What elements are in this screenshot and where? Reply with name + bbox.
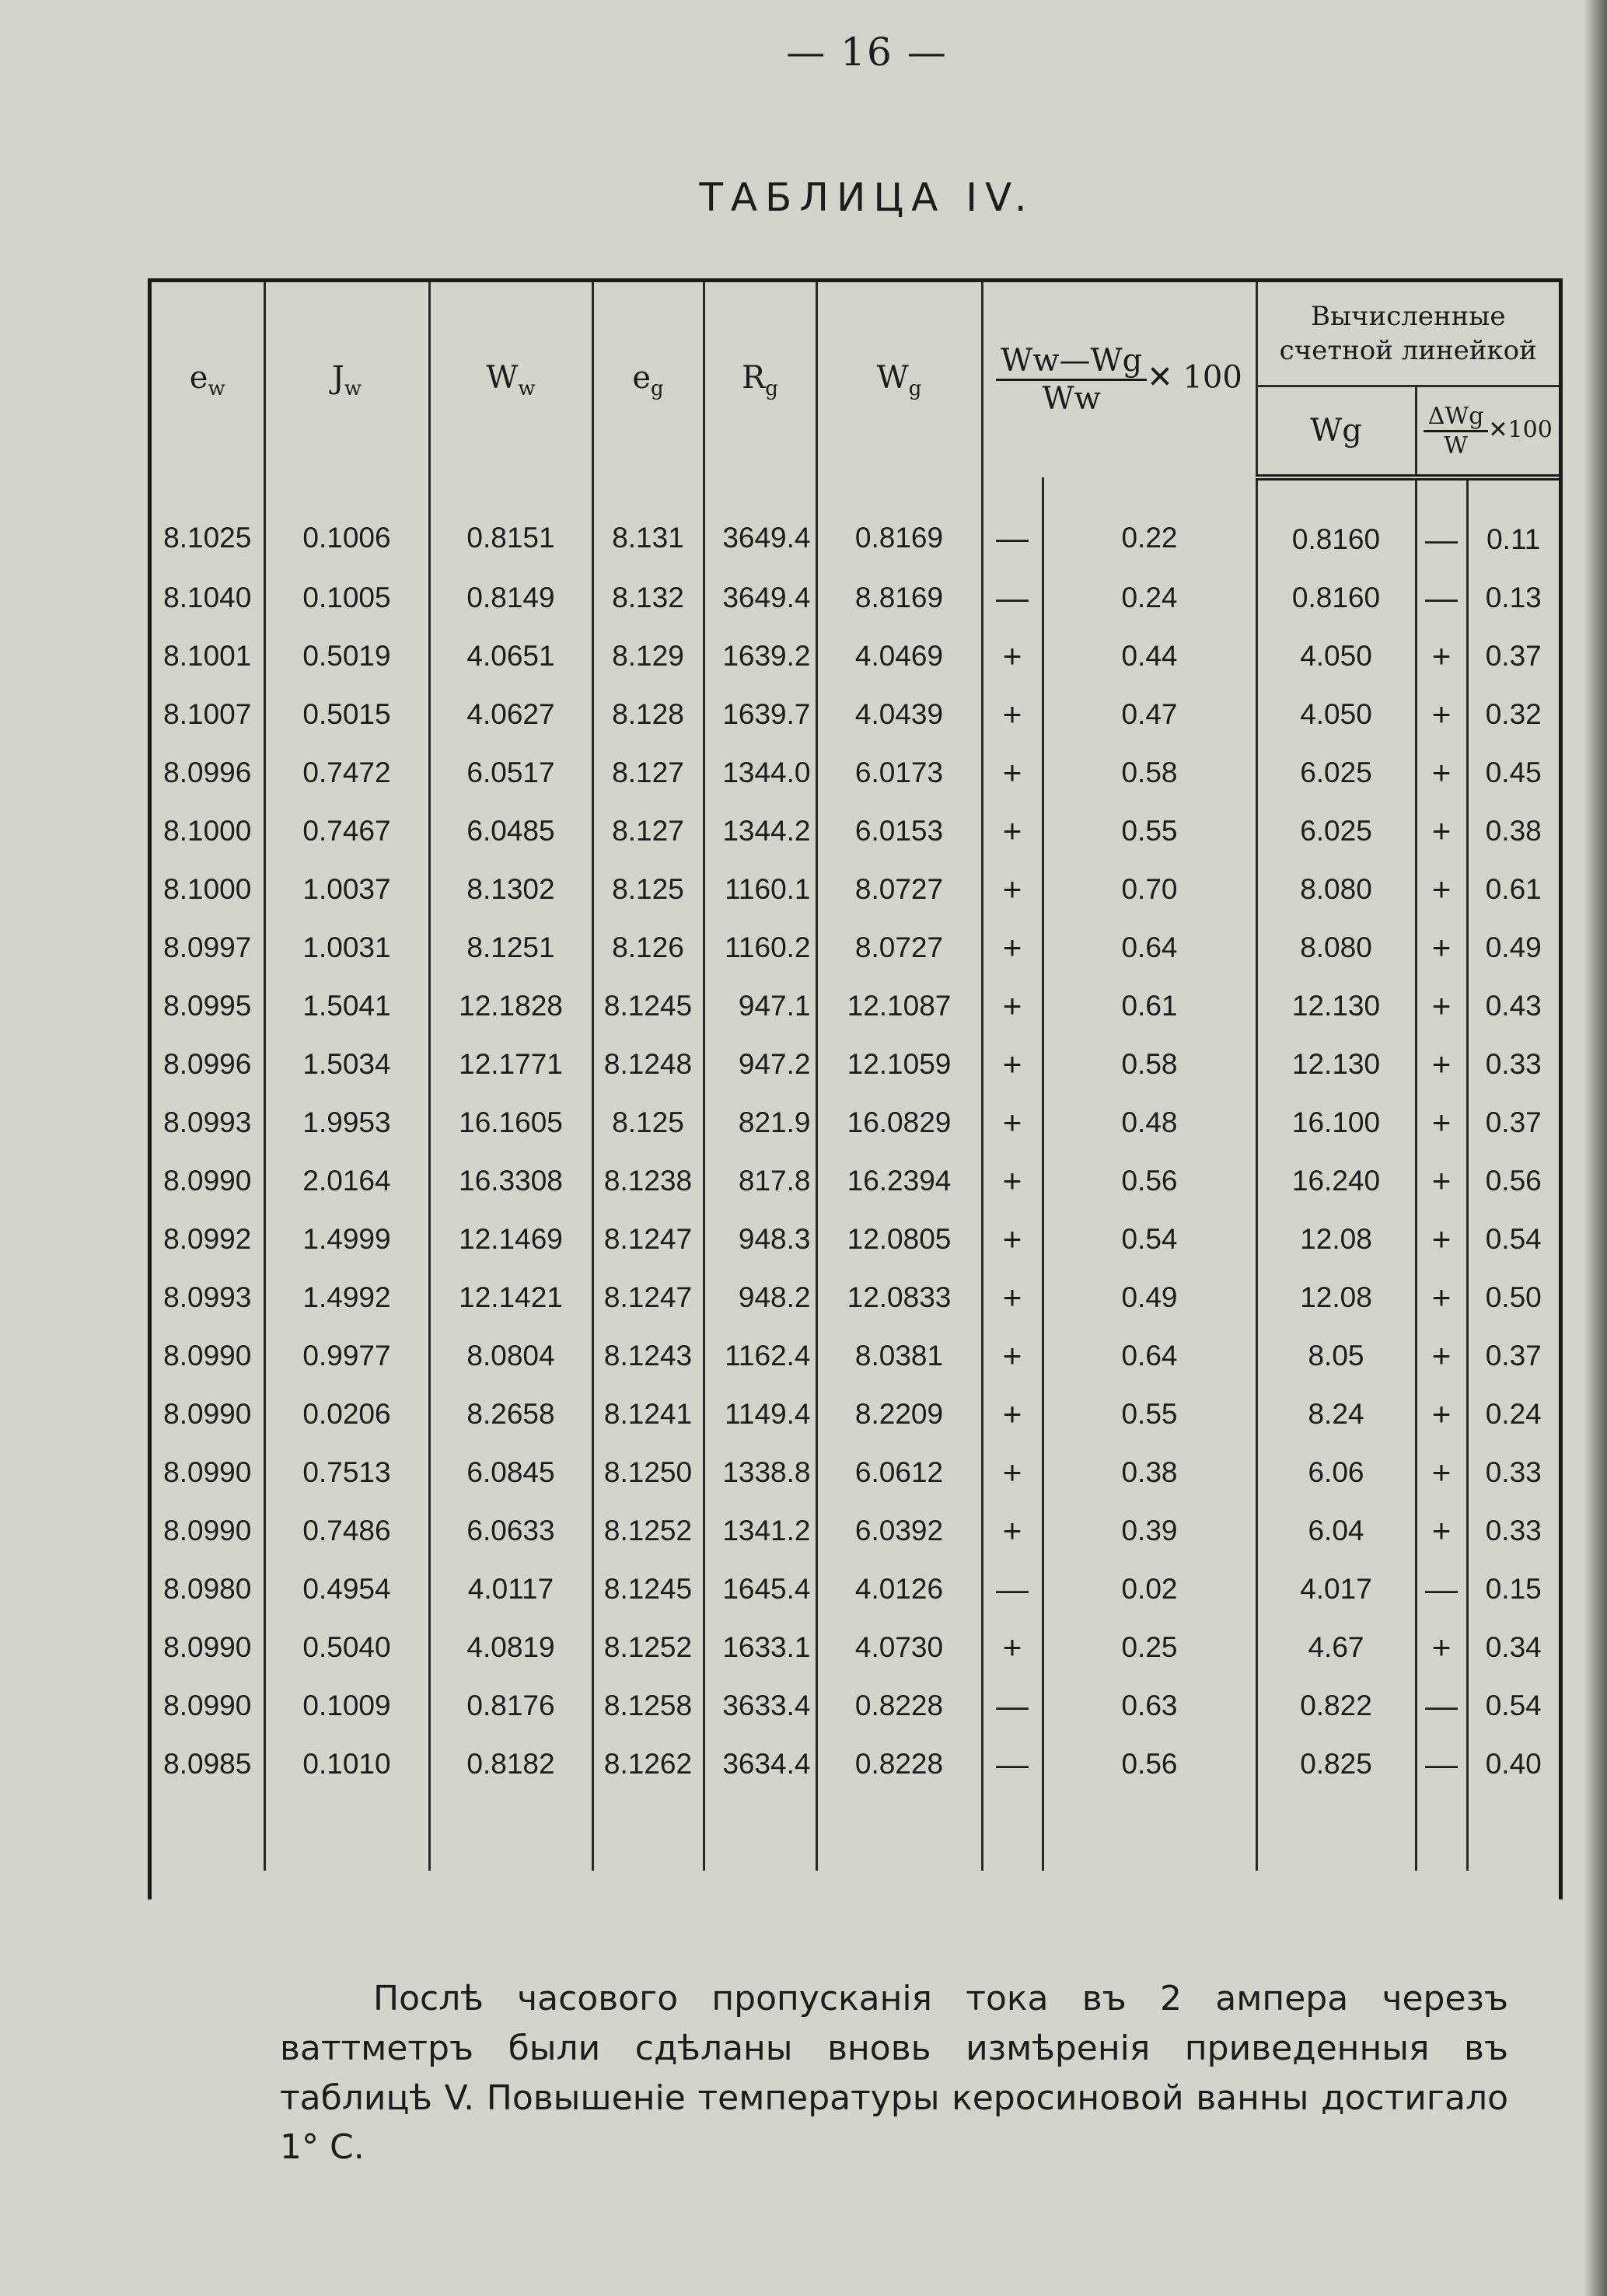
cell-sign: — [982, 477, 1043, 568]
cell-jw: 1.0037 [264, 860, 429, 918]
cell-computed-sign: + [1416, 627, 1467, 685]
cell-ew: 8.0990 [152, 1443, 264, 1501]
cell-eg: 8.1252 [592, 1618, 704, 1676]
cell-jw: 1.4992 [264, 1268, 429, 1326]
table-row [152, 1268, 1559, 1326]
cell-diff: 0.47 [1043, 685, 1256, 743]
cell-jw: 1.5041 [264, 977, 429, 1035]
cell-computed-Wg: 6.025 [1256, 743, 1416, 802]
cell-Rg: 1160.2 [704, 918, 816, 977]
cell-sign: + [982, 627, 1043, 685]
cell-Rg: 1341.2 [704, 1501, 816, 1560]
cell-computed-diff: 0.40 [1485, 1747, 1542, 1780]
cell-Ww: 0.8149 [429, 568, 592, 627]
cell-computed-sign: + [1416, 1035, 1467, 1093]
cell-diff: 0.02 [1043, 1560, 1256, 1618]
cell-computed-sign: + [1416, 685, 1467, 743]
empty-cell [1256, 1793, 1416, 1871]
cell-computed-sign: + [1416, 1618, 1467, 1676]
cell-Wg: 8.0727 [816, 860, 982, 918]
cell-Rg: 3649.4 [704, 477, 816, 568]
cell-jw: 0.7472 [264, 743, 429, 802]
col-header-computed-ratio: $\frac{\text{ΔWg}}{W}$ ✕100 [1416, 386, 1559, 478]
empty-cell [1467, 1793, 1559, 1871]
data-table [152, 282, 1559, 1871]
col-header-Ww: $W_w$ [429, 282, 592, 477]
col-header-Rg: $R_g$ [704, 282, 816, 477]
cell-Ww: 12.1421 [429, 1268, 592, 1326]
cell-computed-diff: 0.24 [1485, 1397, 1542, 1430]
cell-jw: 0.9977 [264, 1326, 429, 1385]
table-row [152, 918, 1559, 977]
table-row [152, 568, 1559, 627]
cell-Ww: 12.1771 [429, 1035, 592, 1093]
cell-computed-Wg: 8.05 [1256, 1326, 1416, 1385]
col-header-jw: $J_w$ [264, 282, 429, 477]
empty-cell [816, 1793, 982, 1871]
cell-ew: 8.0990 [152, 1676, 264, 1735]
cell-ew: 8.0996 [152, 1035, 264, 1093]
empty-cell [264, 1793, 429, 1871]
cell-diff: 0.55 [1043, 1385, 1256, 1443]
cell-sign: + [982, 977, 1043, 1035]
table-row [152, 477, 1559, 568]
cell-sign: + [982, 685, 1043, 743]
cell-diff: 0.38 [1043, 1443, 1256, 1501]
cell-ew: 8.1000 [152, 860, 264, 918]
cell-jw: 0.7513 [264, 1443, 429, 1501]
cell-jw: 0.7486 [264, 1501, 429, 1560]
page-edge-shadow [1584, 0, 1607, 2296]
cell-computed-Wg: 12.130 [1256, 977, 1416, 1035]
cell-computed-Wg: 6.025 [1256, 802, 1416, 860]
cell-Wg: 16.2394 [816, 1151, 982, 1210]
cell-eg: 8.1262 [592, 1735, 704, 1793]
cell-jw: 0.1005 [264, 568, 429, 627]
cell-eg: 8.1258 [592, 1676, 704, 1735]
cell-diff: 0.56 [1043, 1735, 1256, 1793]
cell-Rg: 1160.1 [704, 860, 816, 918]
cell-sign: — [982, 568, 1043, 627]
cell-computed-Wg: 12.130 [1256, 1035, 1416, 1093]
table-row [152, 1210, 1559, 1268]
col-header-computed-group: Вычисленные счетной линейкой [1256, 282, 1559, 386]
cell-diff: 0.58 [1043, 743, 1256, 802]
cell-Ww: 16.3308 [429, 1151, 592, 1210]
cell-computed-sign: + [1416, 1501, 1467, 1560]
cell-Rg: 948.3 [704, 1210, 816, 1268]
cell-computed-sign: + [1416, 1093, 1467, 1151]
empty-cell [704, 1793, 816, 1871]
col-header-ew: $e_w$ [152, 282, 264, 477]
cell-computed-sign: + [1416, 1443, 1467, 1501]
cell-computed-Wg: 4.050 [1256, 685, 1416, 743]
cell-sign: + [982, 1035, 1043, 1093]
cell-computed-sign: + [1416, 977, 1467, 1035]
cell-Wg: 4.0439 [816, 685, 982, 743]
cell-Ww: 8.1251 [429, 918, 592, 977]
cell-sign: — [982, 1560, 1043, 1618]
cell-Wg: 0.8169 [816, 477, 982, 568]
cell-computed-diff: 0.50 [1485, 1281, 1542, 1313]
cell-computed-Wg: 8.080 [1256, 918, 1416, 977]
table-row [152, 860, 1559, 918]
cell-eg: 8.1243 [592, 1326, 704, 1385]
cell-diff: 0.25 [1043, 1618, 1256, 1676]
cell-computed-diff: 0.33 [1485, 1456, 1542, 1488]
cell-jw: 0.1010 [264, 1735, 429, 1793]
cell-computed-diff: 0.54 [1485, 1689, 1542, 1721]
cell-eg: 8.1245 [592, 977, 704, 1035]
cell-Ww: 6.0485 [429, 802, 592, 860]
cell-Rg: 3649.4 [704, 568, 816, 627]
cell-eg: 8.1238 [592, 1151, 704, 1210]
cell-Wg: 8.8169 [816, 568, 982, 627]
header-row [152, 282, 1559, 386]
cell-Rg: 817.8 [704, 1151, 816, 1210]
cell-ew: 8.1000 [152, 802, 264, 860]
empty-cell [1043, 1793, 1256, 1871]
cell-Ww: 6.0517 [429, 743, 592, 802]
page-number: — 16 — [786, 30, 948, 75]
cell-jw: 0.7467 [264, 802, 429, 860]
cell-ew: 8.0992 [152, 1210, 264, 1268]
cell-jw: 2.0164 [264, 1151, 429, 1210]
cell-computed-Wg: 16.100 [1256, 1093, 1416, 1151]
cell-ew: 8.1007 [152, 685, 264, 743]
cell-computed-sign: + [1416, 1326, 1467, 1385]
cell-eg: 8.129 [592, 627, 704, 685]
cell-computed-diff: 0.56 [1485, 1164, 1542, 1197]
cell-computed-diff: 0.38 [1485, 814, 1542, 847]
table-body [152, 477, 1559, 1871]
cell-computed-Wg: 4.017 [1256, 1560, 1416, 1618]
cell-computed-sign: — [1416, 1735, 1467, 1793]
cell-computed-Wg: 6.04 [1256, 1501, 1416, 1560]
cell-diff: 0.58 [1043, 1035, 1256, 1093]
cell-jw: 0.5019 [264, 627, 429, 685]
cell-computed-sign: — [1416, 477, 1467, 568]
table-bottom-spacer [152, 1793, 1559, 1871]
cell-Wg: 6.0612 [816, 1443, 982, 1501]
cell-Wg: 12.0805 [816, 1210, 982, 1268]
cell-Wg: 4.0469 [816, 627, 982, 685]
cell-sign: + [982, 1501, 1043, 1560]
cell-sign: + [982, 1268, 1043, 1326]
cell-jw: 1.5034 [264, 1035, 429, 1093]
table-row [152, 1093, 1559, 1151]
cell-eg: 8.125 [592, 860, 704, 918]
cell-diff: 0.63 [1043, 1676, 1256, 1735]
cell-computed-Wg: 8.080 [1256, 860, 1416, 918]
cell-Wg: 6.0392 [816, 1501, 982, 1560]
cell-Rg: 1344.2 [704, 802, 816, 860]
cell-ew: 8.0993 [152, 1093, 264, 1151]
cell-computed-Wg: 16.240 [1256, 1151, 1416, 1210]
cell-eg: 8.1245 [592, 1560, 704, 1618]
cell-Ww: 0.8151 [429, 477, 592, 568]
cell-Wg: 8.0727 [816, 918, 982, 977]
cell-Rg: 1344.0 [704, 743, 816, 802]
cell-eg: 8.1250 [592, 1443, 704, 1501]
cell-ew: 8.0997 [152, 918, 264, 977]
table-row [152, 743, 1559, 802]
table-row [152, 1618, 1559, 1676]
cell-eg: 8.128 [592, 685, 704, 743]
cell-ew: 8.0990 [152, 1618, 264, 1676]
col-header-ratio: $\frac{Ww—Wg}{Ww}$ ✕ 100 [982, 282, 1256, 477]
cell-Ww: 4.0651 [429, 627, 592, 685]
table-row [152, 977, 1559, 1035]
cell-computed-diff: 0.54 [1485, 1222, 1542, 1255]
cell-ew: 8.0995 [152, 977, 264, 1035]
cell-Rg: 1162.4 [704, 1326, 816, 1385]
cell-computed-Wg: 4.050 [1256, 627, 1416, 685]
cell-sign: — [982, 1676, 1043, 1735]
cell-jw: 1.0031 [264, 918, 429, 977]
empty-cell [1416, 1793, 1467, 1871]
table-row [152, 1501, 1559, 1560]
cell-sign: + [982, 743, 1043, 802]
cell-ew: 8.0996 [152, 743, 264, 802]
cell-Rg: 947.1 [704, 977, 816, 1035]
col-header-Wg: $W_g$ [816, 282, 982, 477]
cell-eg: 8.132 [592, 568, 704, 627]
cell-computed-sign: + [1416, 1268, 1467, 1326]
cell-Rg: 947.2 [704, 1035, 816, 1093]
table-row [152, 685, 1559, 743]
cell-Wg: 4.0126 [816, 1560, 982, 1618]
cell-jw: 0.5015 [264, 685, 429, 743]
cell-ew: 8.0993 [152, 1268, 264, 1326]
cell-Rg: 948.2 [704, 1268, 816, 1326]
cell-computed-diff: 0.11 [1486, 522, 1541, 555]
cell-diff: 0.24 [1043, 568, 1256, 627]
cell-Wg: 0.8228 [816, 1735, 982, 1793]
cell-Rg: 1639.2 [704, 627, 816, 685]
cell-computed-diff: 0.33 [1485, 1514, 1542, 1546]
cell-ew: 8.0980 [152, 1560, 264, 1618]
cell-sign: + [982, 1443, 1043, 1501]
cell-eg: 8.1248 [592, 1035, 704, 1093]
cell-computed-sign: + [1416, 860, 1467, 918]
cell-computed-sign: + [1416, 743, 1467, 802]
cell-Wg: 0.8228 [816, 1676, 982, 1735]
cell-sign: + [982, 1385, 1043, 1443]
cell-computed-diff: 0.33 [1485, 1047, 1542, 1080]
cell-computed-Wg: 0.825 [1256, 1735, 1416, 1793]
cell-computed-diff: 0.15 [1485, 1572, 1542, 1605]
cell-eg: 8.126 [592, 918, 704, 977]
cell-diff: 0.54 [1043, 1210, 1256, 1268]
cell-Ww: 6.0845 [429, 1443, 592, 1501]
cell-diff: 0.48 [1043, 1093, 1256, 1151]
cell-eg: 8.1247 [592, 1210, 704, 1268]
table-row [152, 1035, 1559, 1093]
cell-computed-sign: + [1416, 1385, 1467, 1443]
cell-eg: 8.125 [592, 1093, 704, 1151]
cell-sign: + [982, 1618, 1043, 1676]
cell-Wg: 6.0173 [816, 743, 982, 802]
table-title: ТАБЛИЦА IV. [699, 175, 1035, 220]
cell-computed-diff: 0.37 [1485, 639, 1542, 672]
cell-sign: + [982, 918, 1043, 977]
cell-Ww: 12.1469 [429, 1210, 592, 1268]
cell-diff: 0.64 [1043, 1326, 1256, 1385]
cell-computed-Wg: 0.8160 [1256, 477, 1416, 568]
cell-ew: 8.1040 [152, 568, 264, 627]
cell-sign: + [982, 802, 1043, 860]
cell-Rg: 1149.4 [704, 1385, 816, 1443]
cell-computed-Wg: 0.8160 [1256, 568, 1416, 627]
cell-computed-diff: 0.34 [1485, 1630, 1542, 1663]
cell-jw: 1.4999 [264, 1210, 429, 1268]
cell-diff: 0.22 [1043, 477, 1256, 568]
cell-Ww: 16.1605 [429, 1093, 592, 1151]
table-row [152, 1385, 1559, 1443]
table-row [152, 802, 1559, 860]
cell-computed-sign: — [1416, 568, 1467, 627]
cell-Rg: 3633.4 [704, 1676, 816, 1735]
cell-Rg: 821.9 [704, 1093, 816, 1151]
cell-jw: 0.4954 [264, 1560, 429, 1618]
cell-Rg: 1633.1 [704, 1618, 816, 1676]
cell-ew: 8.1001 [152, 627, 264, 685]
cell-Ww: 0.8182 [429, 1735, 592, 1793]
cell-computed-sign: — [1416, 1676, 1467, 1735]
cell-computed-diff: 0.49 [1485, 931, 1542, 963]
cell-Wg: 12.1087 [816, 977, 982, 1035]
cell-ew: 8.0990 [152, 1501, 264, 1560]
cell-Ww: 8.1302 [429, 860, 592, 918]
cell-Ww: 4.0627 [429, 685, 592, 743]
empty-cell [982, 1793, 1043, 1871]
cell-eg: 8.127 [592, 802, 704, 860]
cell-computed-diff: 0.61 [1485, 872, 1542, 905]
cell-diff: 0.56 [1043, 1151, 1256, 1210]
cell-Wg: 16.0829 [816, 1093, 982, 1151]
cell-Rg: 3634.4 [704, 1735, 816, 1793]
cell-computed-Wg: 6.06 [1256, 1443, 1416, 1501]
cell-diff: 0.44 [1043, 627, 1256, 685]
cell-ew: 8.0985 [152, 1735, 264, 1793]
cell-sign: + [982, 860, 1043, 918]
cell-computed-sign: + [1416, 1151, 1467, 1210]
table-row [152, 627, 1559, 685]
col-header-eg: $e_g$ [592, 282, 704, 477]
cell-computed-Wg: 4.67 [1256, 1618, 1416, 1676]
cell-Ww: 8.2658 [429, 1385, 592, 1443]
cell-ew: 8.0990 [152, 1151, 264, 1210]
cell-Ww: 6.0633 [429, 1501, 592, 1560]
cell-Rg: 1639.7 [704, 685, 816, 743]
cell-computed-Wg: 12.08 [1256, 1210, 1416, 1268]
cell-sign: — [982, 1735, 1043, 1793]
cell-computed-diff: 0.45 [1485, 756, 1542, 788]
cell-eg: 8.131 [592, 477, 704, 568]
cell-Ww: 4.0819 [429, 1618, 592, 1676]
cell-diff: 0.39 [1043, 1501, 1256, 1560]
cell-computed-diff: 0.37 [1485, 1339, 1542, 1372]
cell-ew: 8.0990 [152, 1385, 264, 1443]
cell-Ww: 8.0804 [429, 1326, 592, 1385]
cell-computed-diff: 0.43 [1485, 989, 1542, 1022]
cell-eg: 8.1247 [592, 1268, 704, 1326]
cell-Wg: 8.0381 [816, 1326, 982, 1385]
cell-jw: 1.9953 [264, 1093, 429, 1151]
cell-Wg: 12.1059 [816, 1035, 982, 1093]
cell-diff: 0.70 [1043, 860, 1256, 918]
cell-Wg: 6.0153 [816, 802, 982, 860]
col-header-computed-Wg: Wg [1256, 386, 1416, 478]
cell-diff: 0.61 [1043, 977, 1256, 1035]
cell-Wg: 8.2209 [816, 1385, 982, 1443]
table-row [152, 1560, 1559, 1618]
cell-Wg: 12.0833 [816, 1268, 982, 1326]
table-row [152, 1676, 1559, 1735]
cell-jw: 0.1006 [264, 477, 429, 568]
cell-sign: + [982, 1093, 1043, 1151]
body-paragraph: Послѣ часового пропусканія тока въ 2 ампера черезъ ваттметръ были сдѣланы вновь измѣренія приведенныя въ таблицѣ V. Повышеніе температуры керосиновой ванны достигало 1° С. [280, 1979, 1508, 2168]
cell-eg: 8.127 [592, 743, 704, 802]
cell-jw: 0.0206 [264, 1385, 429, 1443]
cell-computed-Wg: 12.08 [1256, 1268, 1416, 1326]
cell-sign: + [982, 1210, 1043, 1268]
data-table-frame [148, 278, 1563, 1899]
empty-cell [429, 1793, 592, 1871]
cell-computed-sign: + [1416, 1210, 1467, 1268]
cell-computed-sign: — [1416, 1560, 1467, 1618]
cell-computed-diff: 0.32 [1485, 697, 1542, 730]
table-row [152, 1443, 1559, 1501]
table-row [152, 1735, 1559, 1793]
cell-sign: + [982, 1151, 1043, 1210]
cell-computed-sign: + [1416, 802, 1467, 860]
cell-computed-sign: + [1416, 918, 1467, 977]
cell-Ww: 0.8176 [429, 1676, 592, 1735]
computed-ratio-fraction: $\frac{\text{ΔWg}}{W}$ [1424, 403, 1489, 460]
cell-sign: + [982, 1326, 1043, 1385]
cell-computed-diff: 0.13 [1485, 581, 1542, 613]
cell-eg: 8.1241 [592, 1385, 704, 1443]
cell-diff: 0.55 [1043, 802, 1256, 860]
cell-Rg: 1338.8 [704, 1443, 816, 1501]
cell-eg: 8.1252 [592, 1501, 704, 1560]
cell-diff: 0.64 [1043, 918, 1256, 977]
cell-ew: 8.1025 [152, 477, 264, 568]
ratio-fraction: $\frac{Ww—Wg}{Ww}$ [996, 343, 1147, 417]
table-row [152, 1326, 1559, 1385]
cell-ew: 8.0990 [152, 1326, 264, 1385]
cell-Ww: 4.0117 [429, 1560, 592, 1618]
cell-Rg: 1645.4 [704, 1560, 816, 1618]
empty-cell [152, 1793, 264, 1871]
cell-computed-diff: 0.37 [1485, 1106, 1542, 1138]
table-row [152, 1151, 1559, 1210]
cell-computed-Wg: 0.822 [1256, 1676, 1416, 1735]
empty-cell [592, 1793, 704, 1871]
cell-jw: 0.1009 [264, 1676, 429, 1735]
cell-Ww: 12.1828 [429, 977, 592, 1035]
cell-diff: 0.49 [1043, 1268, 1256, 1326]
cell-Wg: 4.0730 [816, 1618, 982, 1676]
cell-jw: 0.5040 [264, 1618, 429, 1676]
cell-computed-Wg: 8.24 [1256, 1385, 1416, 1443]
